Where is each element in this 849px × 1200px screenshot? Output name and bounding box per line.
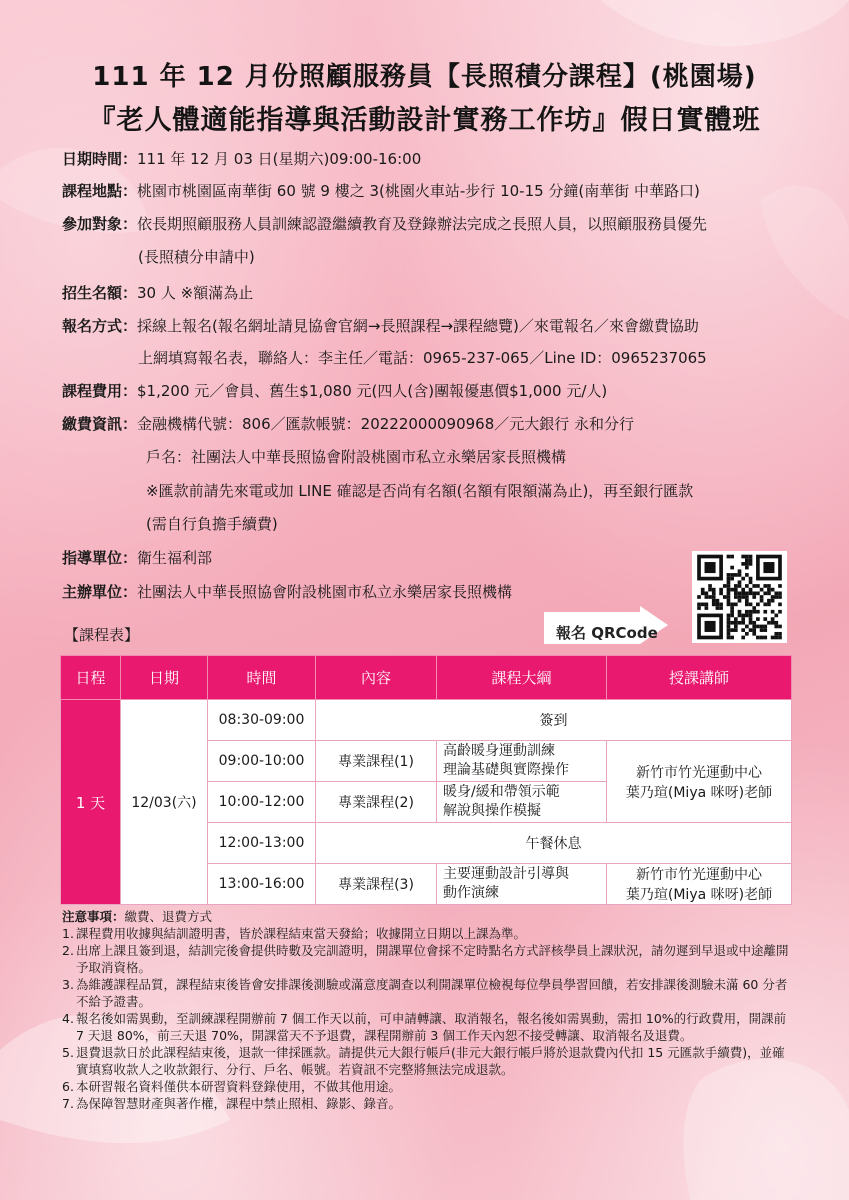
fee-label: 課程費用： bbox=[62, 382, 138, 400]
lecturer-cell bbox=[607, 741, 792, 823]
guide-value: 衛生福利部 bbox=[137, 549, 213, 567]
list-item bbox=[62, 1095, 797, 1112]
note-number: 2. bbox=[62, 943, 74, 958]
outline-text: 高齡暖身運動訓練 理論基礎與實際操作 bbox=[443, 743, 569, 778]
quota-label: 招生名額： bbox=[62, 284, 138, 302]
signup-label: 報名方式： bbox=[62, 317, 138, 335]
payment-note: ※匯款前請先來電或加 LINE 確認是否尚有名額(名額有限額滿為止)，再至銀行匯款 bbox=[146, 482, 694, 500]
content-cell: 專業課程(3) bbox=[316, 864, 437, 905]
note-text: 為維護課程品質，課程結束後皆會安排課後測驗或滿意度調查以利開課單位檢視每位學員學習回饋，若安排課後測驗未滿 60 分者不給予證書。 bbox=[76, 977, 788, 1009]
info-location bbox=[62, 181, 802, 201]
page-title-line2: 『老人體適能指導與活動設計實務工作坊』假日實體班 bbox=[88, 105, 761, 136]
content-cell: 專業課程(1) bbox=[316, 741, 437, 782]
time-cell: 08:30-09:00 bbox=[208, 700, 316, 741]
outline-cell bbox=[437, 864, 607, 905]
header-lecturer: 授課講師 bbox=[607, 656, 792, 700]
time-cell: 09:00-10:00 bbox=[208, 741, 316, 782]
quota-value: 30 人 ※額滿為止 bbox=[137, 284, 254, 302]
lunch-cell: 午餐休息 bbox=[316, 823, 792, 864]
info-signup bbox=[62, 316, 802, 336]
note-text: 為保障智慧財產與著作權，課程中禁止照相、錄影、錄音。 bbox=[76, 1096, 402, 1111]
list-item bbox=[62, 925, 797, 942]
header-day: 日程 bbox=[61, 656, 121, 700]
page-title-line1: 111 年 12 月份照顧服務員【長照積分課程】(桃園場) bbox=[92, 62, 757, 92]
lecturer-text: 新竹市竹光運動中心 葉乃瑄(Miya 咪呀)老師 bbox=[625, 867, 773, 903]
payment-label: 繳費資訊： bbox=[62, 415, 138, 433]
outline-cell bbox=[437, 782, 607, 823]
time-cell: 10:00-12:00 bbox=[208, 782, 316, 823]
note-number: 4. bbox=[62, 1011, 74, 1026]
signup-value: 採線上報名(報名網址請見協會官網→長照課程→課程總覽)／來電報名／來會繳費協助 bbox=[137, 317, 699, 335]
time-cell: 12:00-13:00 bbox=[208, 823, 316, 864]
header-content: 內容 bbox=[316, 656, 437, 700]
table-row bbox=[61, 700, 792, 741]
list-item bbox=[62, 1078, 797, 1095]
payment-value: 金融機構代號：806／匯款帳號：20222000090968／元大銀行 永和分行 bbox=[137, 415, 635, 433]
info-fee bbox=[62, 381, 802, 401]
note-number: 7. bbox=[62, 1096, 74, 1111]
lecturer-cell bbox=[607, 864, 792, 905]
notes-head: 注意事項： bbox=[62, 909, 125, 924]
note-text: 退費退款日於此課程結束後，退款一律採匯款。請提供元大銀行帳戶(非元大銀行帳戶將於退款費內代扣 15 元匯款手續費)，並確實填寫收款人之收款銀行、分行、戶名、帳號。若資訊不完整將無法完成退款。 bbox=[76, 1045, 785, 1077]
note-text: 本研習報名資料僅供本研習資料登錄使用，不做其他用途。 bbox=[76, 1079, 402, 1094]
guide-label: 指導單位： bbox=[62, 549, 138, 567]
fee-value: $1,200 元／會員、舊生$1,080 元(四人(含)團報優惠價$1,000 元/人) bbox=[137, 382, 608, 400]
note-number: 5. bbox=[62, 1045, 74, 1060]
list-item bbox=[62, 1044, 797, 1078]
location-value: 桃園市桃園區南華街 60 號 9 樓之 3(桃園火車站-步行 10-15 分鐘(南華街 中華路口) bbox=[137, 182, 700, 200]
note-number: 3. bbox=[62, 977, 74, 992]
header-time: 時間 bbox=[208, 656, 316, 700]
notes-head-rest: 繳費、退費方式 bbox=[124, 909, 213, 924]
list-item bbox=[62, 976, 797, 1010]
date-label: 日期時間： bbox=[62, 150, 138, 168]
target-value-2: (長照積分申請中) bbox=[138, 248, 255, 266]
host-label: 主辦單位： bbox=[62, 583, 138, 601]
note-text: 出席上課且簽到退，結訓完後會提供時數及完訓證明，開課單位會採不定時點名方式評核學員上課狀況，請勿遲到早退或中途離開予取消資格。 bbox=[76, 943, 789, 975]
notes-section bbox=[62, 908, 797, 1112]
date-value: 111 年 12 月 03 日(星期六)09:00-16:00 bbox=[137, 150, 422, 168]
note-text: 課程費用收據與結訓證明書，皆於課程結束當天發給；收據開立日期以上課為準。 bbox=[76, 926, 527, 941]
notes-list bbox=[62, 925, 797, 1112]
time-cell: 13:00-16:00 bbox=[208, 864, 316, 905]
list-item bbox=[62, 942, 797, 976]
target-value: 依長期照顧服務人員訓練認證繼續教育及登錄辦法完成之長照人員，以照顧服務員優先 bbox=[137, 215, 708, 233]
target-label: 參加對象： bbox=[62, 215, 138, 233]
qr-label: 報名 QRCode bbox=[556, 624, 658, 642]
signin-cell: 簽到 bbox=[316, 700, 792, 741]
notes-heading bbox=[62, 908, 797, 925]
header-outline: 課程大綱 bbox=[437, 656, 607, 700]
payment-note-2: (需自行負擔手續費) bbox=[146, 515, 278, 533]
note-number: 6. bbox=[62, 1079, 74, 1094]
outline-cell bbox=[437, 741, 607, 782]
lecturer-text: 新竹市竹光運動中心 葉乃瑄(Miya 咪呀)老師 bbox=[625, 764, 773, 801]
schedule-label: 【課程表】 bbox=[64, 626, 140, 644]
info-date bbox=[62, 149, 802, 169]
info-guide bbox=[62, 548, 802, 568]
date-cell: 12/03(六) bbox=[121, 700, 208, 905]
content-cell: 專業課程(2) bbox=[316, 782, 437, 823]
info-host bbox=[62, 582, 802, 602]
signup-value-2: 上網填寫報名表，聯絡人：李主任／電話：0965-237-065／Line ID：0965237065 bbox=[138, 349, 707, 367]
list-item bbox=[62, 1010, 797, 1044]
schedule-header-row bbox=[61, 656, 792, 700]
header-date: 日期 bbox=[121, 656, 208, 700]
info-quota bbox=[62, 283, 802, 303]
day-cell: 1 天 bbox=[61, 700, 121, 905]
note-number: 1. bbox=[62, 926, 74, 941]
signup-qr-code[interactable] bbox=[692, 551, 787, 643]
info-target bbox=[62, 214, 802, 234]
schedule-table bbox=[60, 655, 792, 905]
note-text: 報名後如需異動，至訓練課程開辦前 7 個工作天以前，可申請轉讓、取消報名，報名後如需異動，需扣 10%的行政費用，開課前 7 天退 80%，前三天退 70%，開課當天不予退費，課程開辦前 3 個工作天內恕不接受轉讓、取消報名及退費。 bbox=[76, 1011, 787, 1043]
outline-text: 暖身/緩和帶領示範 解說與操作模擬 bbox=[443, 784, 560, 819]
info-payment bbox=[62, 414, 802, 434]
host-value: 社團法人中華長照協會附設桃園市私立永樂居家長照機構 bbox=[137, 583, 513, 601]
payment-account-name: 戶名：社團法人中華長照協會附設桃園市私立永樂居家長照機構 bbox=[146, 448, 567, 466]
location-label: 課程地點： bbox=[62, 182, 138, 200]
outline-text: 主要運動設計引導與 動作演練 bbox=[443, 866, 569, 901]
